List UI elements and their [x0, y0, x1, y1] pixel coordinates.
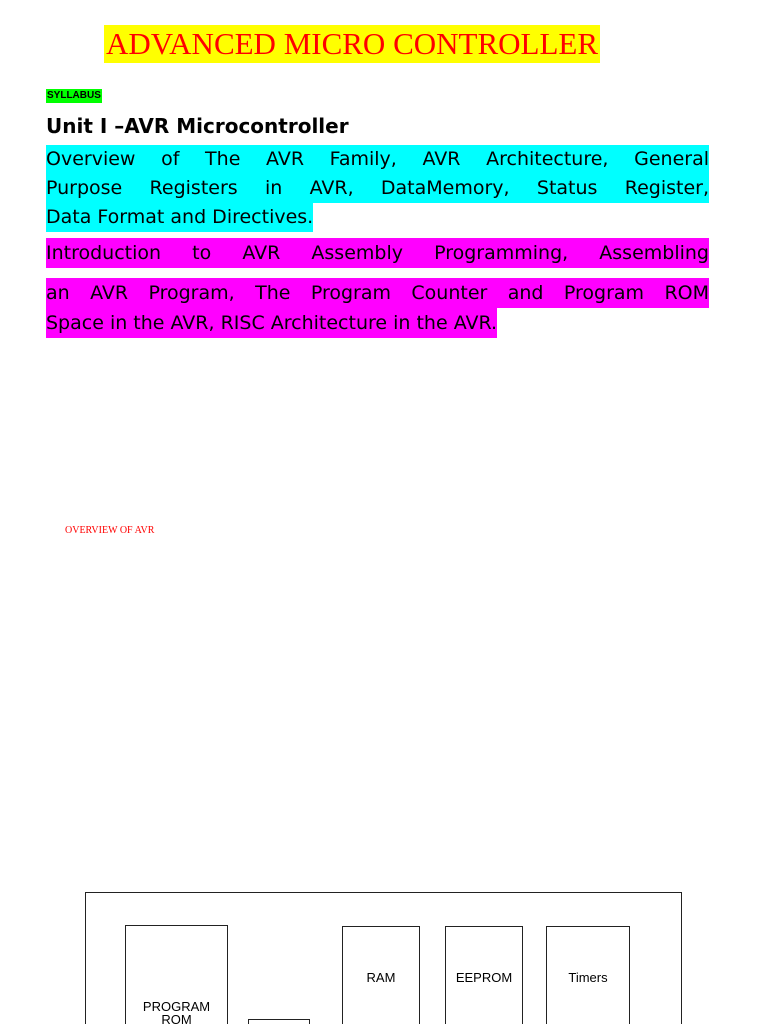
eeprom-label: EEPROM [455, 970, 513, 985]
timers-label: Timers [568, 970, 608, 985]
timers-block [546, 926, 630, 1024]
program-rom-label-line-2: ROM [161, 1012, 192, 1024]
ram-block [342, 926, 420, 1024]
syllabus-label: SYLLABUS [47, 90, 101, 101]
paragraph-line [46, 238, 709, 278]
ram-label: RAM [366, 970, 396, 985]
program-rom-block [125, 925, 228, 1024]
unit-topics-paragraph-2 [46, 238, 709, 338]
paragraph-line [46, 145, 709, 174]
cpu-block-partial [248, 1019, 310, 1024]
highlighted-text: Purpose Registers in AVR, DataMemory, Status Register, [46, 174, 709, 203]
highlighted-text: Introduction to AVR Assembly Programming, Assembling [46, 238, 709, 268]
paragraph-line [46, 174, 709, 203]
overview-section-label: OVERVIEW OF AVR [65, 525, 155, 536]
unit-heading: Unit I –AVR Microcontroller [46, 114, 349, 138]
paragraph-line [46, 203, 709, 232]
unit-topics-paragraph-1 [46, 145, 709, 232]
eeprom-block [445, 926, 523, 1024]
highlighted-text: Space in the AVR, RISC Architecture in the AVR. [46, 308, 497, 338]
document-title: ADVANCED MICRO CONTROLLER [106, 26, 599, 61]
program-rom-label-line-1: PROGRAM [142, 999, 211, 1014]
highlighted-text: an AVR Program, The Program Counter and Program ROM [46, 278, 709, 308]
paragraph-line [46, 308, 709, 338]
highlighted-text: Overview of The AVR Family, AVR Architecture, General [46, 145, 709, 174]
paragraph-line [46, 278, 709, 308]
highlighted-text: Data Format and Directives. [46, 203, 313, 232]
program-rom-label [126, 1000, 227, 1024]
